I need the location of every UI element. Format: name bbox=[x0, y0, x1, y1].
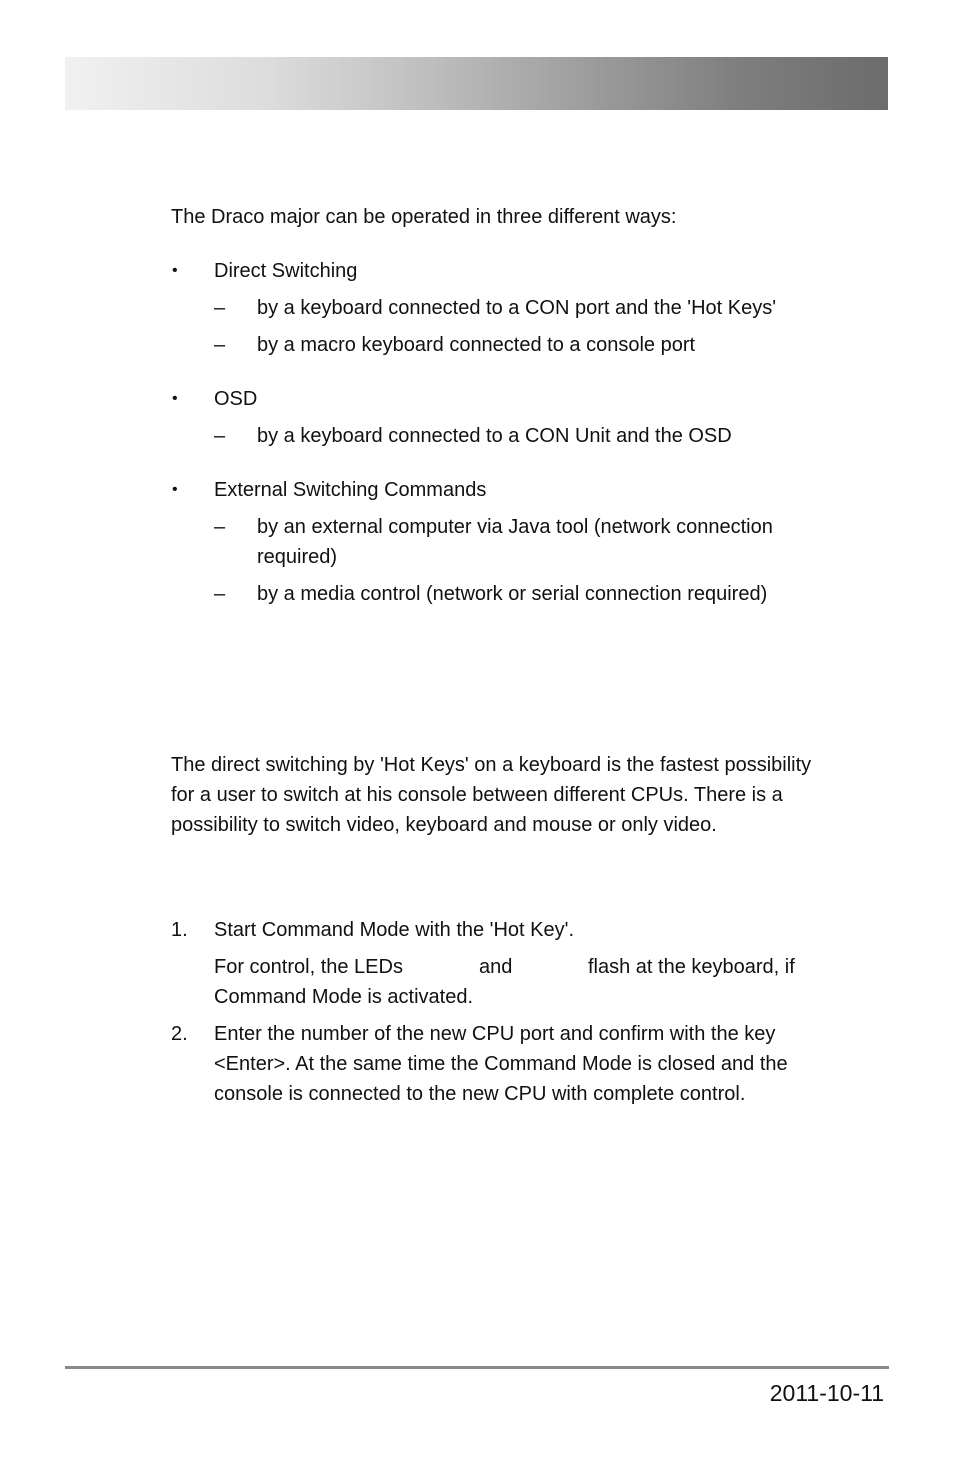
step-note-part: and bbox=[479, 956, 513, 978]
step-text: <Enter>. At the same time the Command Mode is closed and the bbox=[214, 1053, 788, 1075]
subitem-text: by a macro keyboard connected to a console port bbox=[257, 334, 696, 356]
paragraph-line: The direct switching by 'Hot Keys' on a keyboard is the fastest possibility bbox=[171, 754, 812, 776]
dash-icon: – bbox=[214, 516, 226, 538]
method-osd: OSD bbox=[214, 388, 258, 410]
footer-rule bbox=[65, 1366, 889, 1369]
step-number: 1. bbox=[171, 919, 188, 941]
method-direct-switching: Direct Switching bbox=[214, 260, 358, 282]
step-text: Enter the number of the new CPU port and confirm with the key bbox=[214, 1023, 776, 1045]
method-external-switching: External Switching Commands bbox=[214, 479, 487, 501]
step-note-part: For control, the LEDs bbox=[214, 956, 403, 978]
paragraph-line: for a user to switch at his console between different CPUs. There is a bbox=[171, 784, 783, 806]
bullet-icon: • bbox=[172, 481, 178, 498]
dash-icon: – bbox=[214, 297, 226, 319]
dash-icon: – bbox=[214, 583, 226, 605]
step-number: 2. bbox=[171, 1023, 188, 1045]
step-note-part: flash at the keyboard, if bbox=[588, 956, 795, 978]
intro-text: The Draco major can be operated in three different ways: bbox=[171, 206, 677, 228]
step-note-line: Command Mode is activated. bbox=[214, 986, 474, 1008]
subitem-text-continued: required) bbox=[257, 546, 338, 568]
dash-icon: – bbox=[214, 334, 226, 356]
subitem-text: by a keyboard connected to a CON Unit and the OSD bbox=[257, 425, 732, 447]
header-bar bbox=[65, 57, 888, 110]
step-text: Start Command Mode with the 'Hot Key'. bbox=[214, 919, 575, 941]
footer-date: 2011-10-11 bbox=[769, 1380, 884, 1406]
paragraph-line: possibility to switch video, keyboard and mouse or only video. bbox=[171, 814, 717, 836]
subitem-text: by an external computer via Java tool (network connection bbox=[257, 516, 773, 538]
dash-icon: – bbox=[214, 425, 226, 447]
step-text: console is connected to the new CPU with complete control. bbox=[214, 1083, 746, 1105]
bullet-icon: • bbox=[172, 262, 178, 279]
subitem-text: by a media control (network or serial connection required) bbox=[257, 583, 768, 605]
bullet-icon: • bbox=[172, 390, 178, 407]
subitem-text: by a keyboard connected to a CON port and the 'Hot Keys' bbox=[257, 297, 777, 319]
